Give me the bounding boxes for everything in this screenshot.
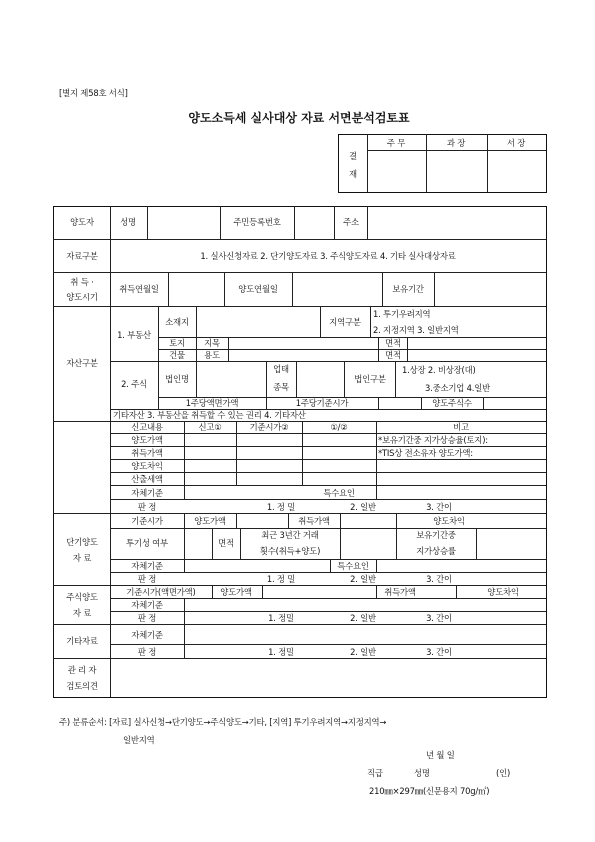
- std-price-per-share-label: 1주당기준시가: [295, 398, 349, 408]
- region-class-label: 지역구분: [329, 317, 361, 327]
- trans-date-label: 양도연월일: [238, 284, 278, 294]
- corp-class-label: 법인구분: [354, 374, 386, 384]
- business-label-2: 종목: [273, 382, 289, 392]
- address-label: 주소: [343, 217, 359, 227]
- sign-seal: (인): [496, 768, 511, 778]
- s3-judge-2: 2. 일반: [350, 613, 376, 623]
- s1-special: 특수요인: [323, 488, 355, 498]
- s2-label-1: 단기양도: [66, 537, 98, 547]
- s2-rise-2: 지가상승률: [416, 546, 456, 556]
- corp-option-2: 3.중소기업 4.일반: [425, 383, 490, 393]
- s2-spec: 투기성 여부: [126, 538, 168, 548]
- corp-option-1: 1.상장 2. 비상장(대): [402, 365, 476, 375]
- s4-label: 기타자료: [66, 636, 98, 646]
- shares-label: 양도주식수: [432, 398, 472, 408]
- form-number: [별지 제58호 서식]: [59, 88, 128, 98]
- s2-acq-price: 취득가액: [298, 516, 330, 526]
- real-estate-label: 1. 부동산: [117, 330, 151, 340]
- s2-judge-3: 3. 간이: [426, 574, 452, 584]
- s4-judge-2: 2. 일반: [350, 647, 376, 657]
- sign-name: 성명: [414, 768, 430, 778]
- s1-col-note: 비고: [453, 422, 469, 432]
- building-area-label: 면적: [385, 350, 401, 360]
- building-label: 건물: [169, 350, 185, 360]
- s4-own: 자체기준: [131, 630, 163, 640]
- s2-judge-label: 판 정: [137, 574, 157, 584]
- s3-label-1: 주식양도: [66, 592, 98, 602]
- s1-col-report: 신고①: [198, 422, 222, 432]
- face-value-label: 1주당액면가액: [185, 398, 239, 408]
- transferor-label: 양도자: [70, 217, 94, 227]
- approval-label-1: 결: [349, 151, 357, 161]
- s1-col-ratio: ①/②: [330, 422, 348, 432]
- s2-recent-2: 횟수(취득+양도): [259, 546, 321, 556]
- land-area-label: 면적: [385, 338, 401, 348]
- timing-label-2: 양도시기: [66, 292, 98, 302]
- s2-judge-2: 2. 일반: [350, 574, 376, 584]
- s3-label-2: 자 료: [72, 608, 92, 618]
- s2-std: 기준시가: [131, 516, 163, 526]
- s3-acq-price: 취득가액: [384, 587, 416, 597]
- s2-own: 자체기준: [131, 561, 163, 571]
- timing-label-1: 취 득 ·: [70, 277, 94, 287]
- use-label: 용도: [204, 350, 220, 360]
- approval-col-staff: 주 무: [386, 138, 406, 148]
- s4-judge-1: 1. 정밀: [268, 647, 294, 657]
- s1-note-1: *보유기간중 지가상승율(토지):: [378, 435, 488, 445]
- approval-label-2: 재: [349, 169, 357, 179]
- land-category-label: 지목: [204, 338, 220, 348]
- sign-date: 년 월 일: [426, 750, 455, 760]
- asset-label: 자산구분: [66, 358, 98, 368]
- s1-judge-3: 3. 간이: [426, 502, 452, 512]
- s2-special: 특수요인: [337, 561, 369, 571]
- s2-recent-1: 최근 3년간 거래: [261, 530, 319, 540]
- s3-judge-1: 1. 정밀: [268, 613, 294, 623]
- s1-row-own: 자체기준: [131, 488, 163, 498]
- rrn-label: 주민등록번호: [233, 217, 281, 227]
- s2-judge-1: 1. 정 밀: [266, 574, 296, 584]
- hold-period-label: 보유기간: [392, 284, 424, 294]
- land-label: 토지: [169, 338, 185, 348]
- approval-col-chief: 과 장: [446, 138, 466, 148]
- review-label-1: 관 리 자: [67, 665, 97, 675]
- s2-rise-1: 보유기간중: [416, 530, 456, 540]
- region-option-1: 1. 투기우려지역: [373, 309, 431, 319]
- s1-judge-2: 2. 일반: [350, 502, 376, 512]
- name-label: 성명: [120, 217, 136, 227]
- s2-trans-price: 양도가액: [194, 516, 226, 526]
- other-asset-row: 기타자산 3. 부동산을 취득할 수 있는 권리 4. 기타자산: [113, 410, 306, 420]
- paper-spec: 210㎜×297㎜(신문용지 70g/㎡): [369, 786, 490, 796]
- s3-trans-price: 양도가액: [220, 587, 252, 597]
- s1-col-std: 기준시가②: [249, 422, 289, 432]
- s2-gain: 양도차익: [433, 516, 465, 526]
- s1-row-judge: 판 정: [137, 502, 157, 512]
- location-label: 소재지: [165, 317, 189, 327]
- s1-row-report: 신고내용: [131, 422, 163, 432]
- form-title: 양도소득세 실사대상 자료 서면분석검토표: [188, 111, 410, 125]
- s1-note-2: *TIS상 전소유자 양도가액:: [378, 448, 473, 458]
- stock-label: 2. 주식: [121, 379, 147, 389]
- s1-row-tax: 산출세액: [131, 474, 163, 484]
- data-class-options: 1. 실사신청자료 2. 단기양도자료 3. 주식양도자료 4. 기타 실사대상자료: [200, 251, 456, 261]
- s2-area: 면적: [218, 538, 234, 548]
- s3-judge-3: 3. 간이: [426, 613, 452, 623]
- s1-row-gain: 양도차익: [131, 461, 163, 471]
- s3-judge-label: 판 정: [137, 613, 157, 623]
- s3-own: 자체기준: [131, 600, 163, 610]
- s3-std: 기준시가(액면가액): [126, 587, 196, 597]
- footnote-line-1: 주) 분류순서: [자료] 실사신청→단기양도→주식양도→기타, [지역] 투기우려지역→지정지역→: [59, 717, 387, 727]
- region-option-2: 2. 지정지역 3. 일반지역: [373, 325, 459, 335]
- data-class-label: 자료구분: [66, 251, 98, 261]
- sign-rank: 직급: [367, 768, 383, 778]
- s4-judge-3: 3. 간이: [426, 647, 452, 657]
- business-label-1: 업태: [273, 364, 289, 374]
- acq-date-label: 취득연월일: [119, 284, 159, 294]
- s1-judge-1: 1. 정 밀: [266, 502, 296, 512]
- approval-col-director: 서 장: [506, 138, 526, 148]
- s3-gain: 양도차익: [487, 587, 519, 597]
- s1-row-trans: 양도가액: [131, 435, 163, 445]
- review-label-2: 검토의견: [66, 681, 98, 691]
- s1-row-acq: 취득가액: [131, 448, 163, 458]
- s2-label-2: 자 료: [72, 553, 92, 563]
- s4-judge-label: 판 정: [137, 647, 157, 657]
- footnote-line-2: 일반지역: [123, 735, 155, 745]
- corp-name-label: 법인명: [165, 374, 189, 384]
